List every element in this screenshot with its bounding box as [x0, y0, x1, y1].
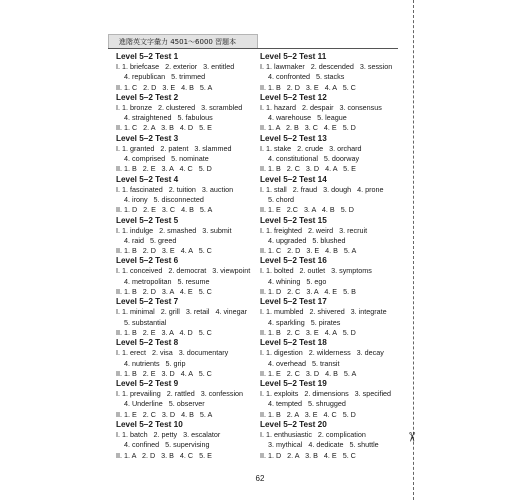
- answer-line-part-1: I. 1. granted 2. patent 3. slammed: [116, 143, 232, 153]
- test-block: [116, 93, 266, 134]
- test-block: [260, 216, 410, 257]
- answer-line-part-1: I. 1. fascinated 2. tuition 3. auction: [116, 184, 234, 194]
- answer-line-part-1: I. 1. prevailing 2. rattled 3. confession: [116, 389, 244, 399]
- book-title: 進階英文字彙力 4501～6000 習題本: [119, 38, 237, 46]
- answer-line-part-2: II. 1. B 2. D 3. E 4. A 5. C: [116, 246, 212, 256]
- answer-line-part-1: 3. mythical 4. dedicate 5. shuttle: [268, 440, 379, 450]
- answer-line-part-1: 4. confronted 5. stacks: [268, 72, 345, 82]
- answer-line-part-1: 4. upgraded 5. blushed: [268, 235, 346, 245]
- answer-line-part-1: 4. overhead 5. transit: [268, 358, 340, 368]
- answer-line-part-1: 4. constitutional 5. doorway: [268, 154, 360, 164]
- test-block: [116, 338, 266, 379]
- test-title: Level 5–2 Test 12: [260, 92, 327, 102]
- answer-line-part-1: I. 1. mumbled 2. shivered 3. integrate: [260, 307, 387, 317]
- test-title: Level 5–2 Test 14: [260, 174, 327, 184]
- answer-line-part-2: II. 1. D 2. E 3. C 4. B 5. A: [116, 205, 213, 215]
- answer-line-part-1: 4. whining 5. ego: [268, 276, 327, 286]
- answer-line-part-1: I. 1. freighted 2. weird 3. recruit: [260, 225, 368, 235]
- test-title: Level 5–2 Test 16: [260, 256, 327, 266]
- test-block: [260, 93, 410, 134]
- answer-line-part-2: II. 1. D 2. C 3. A 4. E 5. B: [260, 287, 356, 297]
- answer-line-part-1: 4. metropolitan 5. resume: [124, 276, 210, 286]
- test-title: Level 5–2 Test 20: [260, 420, 327, 430]
- test-block: [260, 175, 410, 216]
- answer-line-part-2: II. 1. B 2. A 3. E 4. C 5. D: [260, 409, 356, 419]
- test-block: [116, 420, 266, 461]
- book-title-tab: [108, 34, 258, 48]
- answer-line-part-2: II. 1. B 2. D 3. E 4. A 5. C: [260, 82, 356, 92]
- test-block: [260, 338, 410, 379]
- answer-line-part-2: II. 1. B 2. E 3. A 4. C 5. D: [116, 164, 212, 174]
- answer-line-part-2: II. 1. E 2. C 3. D 4. B 5. A: [116, 409, 213, 419]
- test-title: Level 5–2 Test 11: [260, 52, 327, 61]
- test-title: Level 5–2 Test 17: [260, 297, 327, 307]
- answer-line-part-2: II. 1. E 2.C 3. A 4. B 5. D: [260, 205, 354, 215]
- answer-line-part-1: I. 1. hazard 2. despair 3. consensus: [260, 102, 382, 112]
- answer-line-part-1: 5. substantial: [124, 317, 167, 327]
- test-title: Level 5–2 Test 1: [116, 52, 179, 61]
- answer-line-part-1: 4. irony 5. disconnected: [124, 194, 204, 204]
- test-title: Level 5–2 Test 7: [116, 297, 179, 307]
- test-title: Level 5–2 Test 6: [116, 256, 179, 266]
- answer-line-part-1: 4. tempted 5. shrugged: [268, 399, 346, 409]
- test-block: [116, 175, 266, 216]
- test-block: [260, 420, 410, 461]
- scissors-icon: ✂: [403, 431, 419, 443]
- answer-line-part-1: I. 1. minimal 2. grill 3. retail 4. vinegar: [116, 307, 248, 317]
- answer-line-part-2: II. 1. A 2. B 3. C 4. E 5. D: [260, 123, 356, 133]
- answer-line-part-1: I. 1. briefcase 2. exterior 3. entitled: [116, 62, 235, 71]
- test-block: [116, 134, 266, 175]
- answer-column-left: [116, 52, 266, 461]
- answer-line-part-1: 4. Underline 5. observer: [124, 399, 205, 409]
- answer-line-part-1: I. 1. bolted 2. outlet 3. symptoms: [260, 266, 372, 276]
- answer-line-part-1: I. 1. conceived 2. democrat 3. viewpoint: [116, 266, 251, 276]
- answer-line-part-2: II. 1. B 2. E 3. D 4. A 5. C: [116, 368, 212, 378]
- test-title: Level 5–2 Test 3: [116, 133, 179, 143]
- test-title: Level 5–2 Test 9: [116, 379, 179, 389]
- answer-line-part-1: I. 1. stake 2. crude 3. orchard: [260, 143, 362, 153]
- answer-line-part-1: I. 1. erect 2. visa 3. documentary: [116, 348, 229, 358]
- answer-line-part-2: II. 1. C 2. D 3. E 4. B 5. A: [260, 246, 357, 256]
- test-title: Level 5–2 Test 15: [260, 215, 327, 225]
- test-block: [260, 297, 410, 338]
- answer-line-part-1: I. 1. digestion 2. wilderness 3. decay: [260, 348, 384, 358]
- test-block: [260, 379, 410, 420]
- answer-line-part-1: 4. republican 5. trimmed: [124, 72, 206, 82]
- answer-line-part-2: II. 1. E 2. C 3. D 4. B 5. A: [260, 368, 357, 378]
- answer-line-part-2: II. 1. B 2. C 3. D 4. A 5. E: [260, 164, 356, 174]
- test-title: Level 5–2 Test 10: [116, 420, 183, 430]
- test-block: [116, 256, 266, 297]
- header-rule: [108, 48, 398, 49]
- answer-line-part-1: I. 1. exploits 2. dimensions 3. specified: [260, 389, 392, 399]
- answer-line-part-1: I. 1. stall 2. fraud 3. dough 4. prone: [260, 184, 384, 194]
- answer-line-part-1: I. 1. indulge 2. smashed 3. submit: [116, 225, 232, 235]
- page-number: 62: [255, 474, 265, 483]
- test-block: [260, 256, 410, 297]
- test-block: [260, 134, 410, 175]
- test-block: [116, 52, 266, 93]
- answer-line-part-1: 4. straightened 5. fabulous: [124, 113, 213, 123]
- test-title: Level 5–2 Test 19: [260, 379, 327, 389]
- answer-line-part-1: 4. raid 5. greed: [124, 235, 177, 245]
- answer-line-part-2: II. 1. C 2. A 3. B 4. D 5. E: [116, 123, 212, 133]
- answer-line-part-1: I. 1. enthusiastic 2. complication: [260, 430, 366, 440]
- answer-line-part-2: II. 1. B 2. C 3. E 4. A 5. D: [260, 327, 356, 337]
- answer-line-part-2: II. 1. B 2. E 3. A 4. D 5. C: [116, 327, 212, 337]
- test-title: Level 5–2 Test 13: [260, 133, 327, 143]
- test-block: [116, 216, 266, 257]
- answer-line-part-1: I. 1. batch 2. petty 3. escalator: [116, 430, 221, 440]
- answer-line-part-1: 4. confined 5. supervising: [124, 440, 210, 450]
- answer-line-part-1: 4. nutrients 5. grip: [124, 358, 186, 368]
- cut-line: [413, 0, 414, 500]
- test-title: Level 5–2 Test 4: [116, 174, 179, 184]
- test-title: Level 5–2 Test 5: [116, 215, 179, 225]
- answer-line-part-1: 5. chord: [268, 194, 294, 204]
- test-title: Level 5–2 Test 2: [116, 92, 179, 102]
- answer-line-part-2: II. 1. D 2. A 3. B 4. E 5. C: [260, 450, 356, 460]
- answer-line-part-2: II. 1. C 2. D 3. E 4. B 5. A: [116, 82, 213, 92]
- answer-line-part-1: I. 1. lawmaker 2. descended 3. session: [260, 62, 393, 71]
- test-title: Level 5–2 Test 18: [260, 338, 327, 348]
- answer-line-part-1: 4. warehouse 5. league: [268, 113, 347, 123]
- answer-line-part-2: II. 1. A 2. D 3. B 4. C 5. E: [116, 450, 212, 460]
- answer-line-part-1: I. 1. bronze 2. clustered 3. scrambled: [116, 102, 243, 112]
- test-block: [116, 379, 266, 420]
- answer-column-right: [260, 52, 410, 461]
- test-title: Level 5–2 Test 8: [116, 338, 179, 348]
- answer-line-part-1: 4. comprised 5. nominate: [124, 154, 209, 164]
- test-block: [260, 52, 410, 93]
- answer-line-part-1: 4. sparkling 5. pirates: [268, 317, 341, 327]
- answer-line-part-2: II. 1. B 2. D 3. A 4. E 5. C: [116, 287, 212, 297]
- test-block: [116, 297, 266, 338]
